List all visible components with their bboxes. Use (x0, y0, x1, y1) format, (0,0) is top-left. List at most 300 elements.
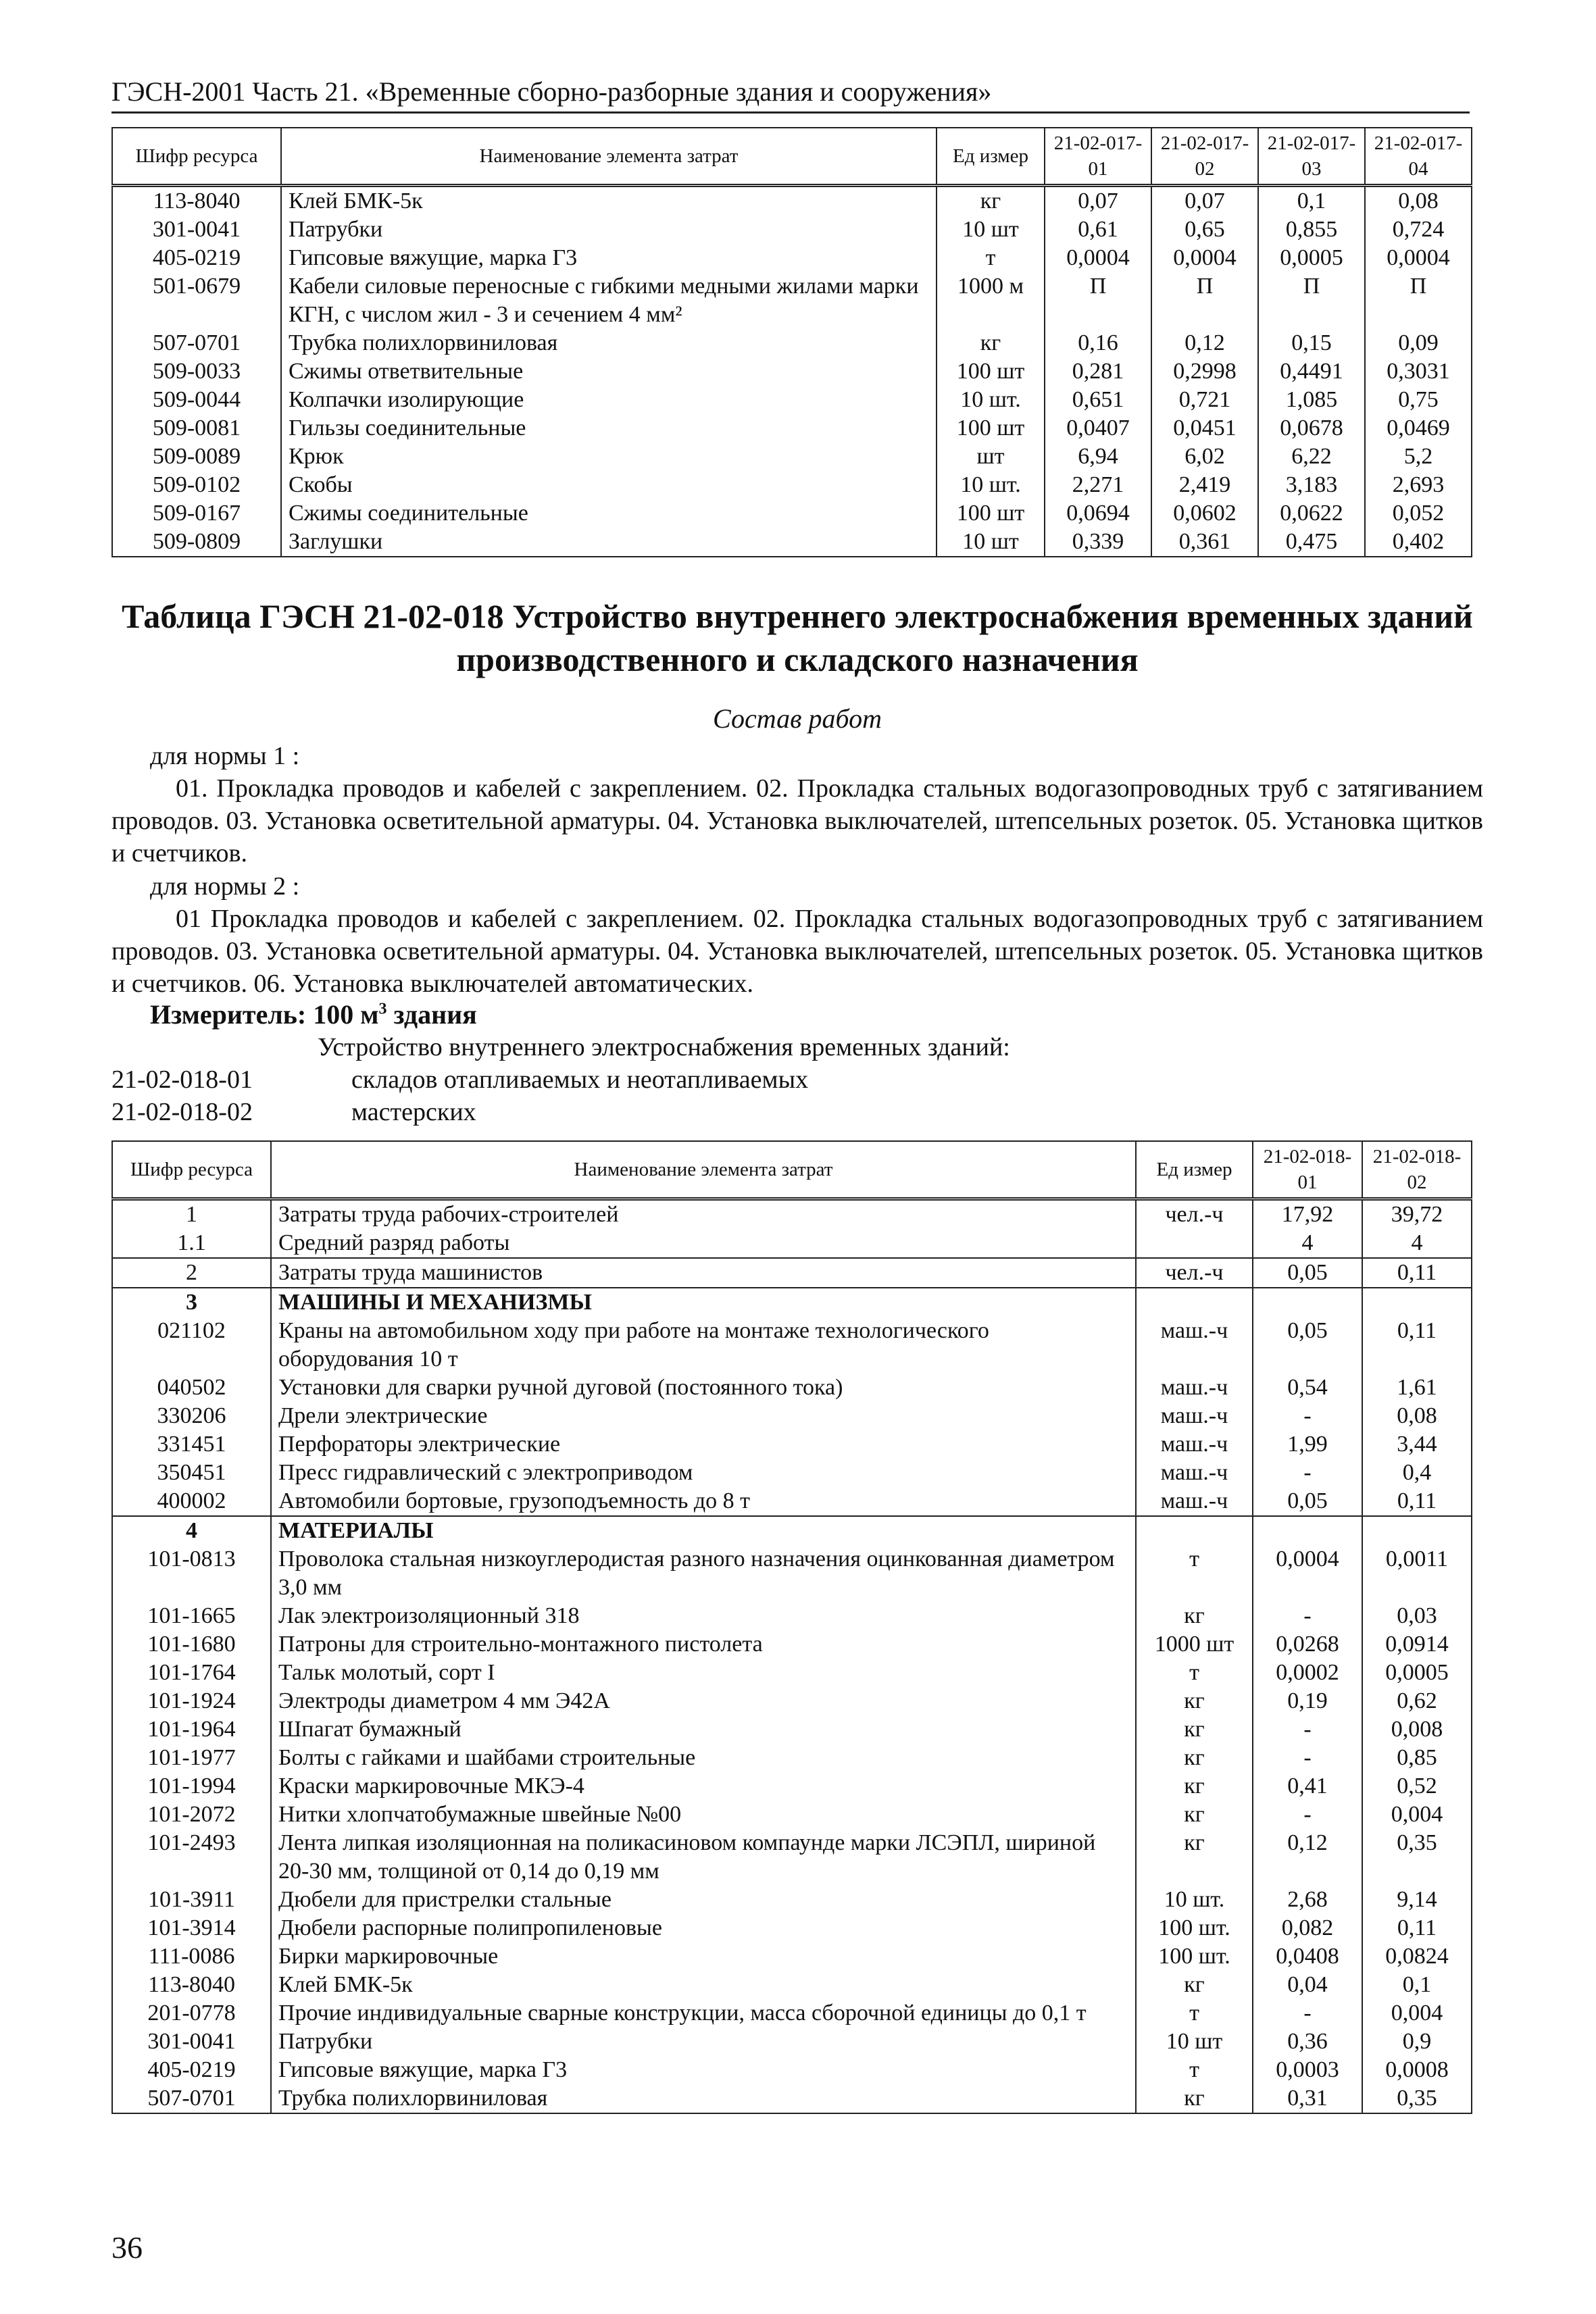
col-header-unit: Ед измер (1136, 1141, 1253, 1199)
table-row (112, 1288, 1472, 1317)
resource-unit: шт (937, 443, 1045, 471)
resource-name: Гипсовые вяжущие, марка Г3 (281, 244, 937, 272)
resource-value: 0,07 (1045, 186, 1151, 216)
resource-unit: т (1136, 1999, 1253, 2028)
measure-label: Измеритель: (150, 999, 307, 1030)
resource-value: - (1253, 1459, 1362, 1487)
resource-value: 0,008 (1362, 1715, 1472, 1744)
resource-value: 0,651 (1045, 386, 1151, 414)
resource-name: Болты с гайками и шайбами строительные (271, 1744, 1136, 1772)
resource-code: 405-0219 (112, 244, 281, 272)
resource-value: П (1151, 272, 1258, 329)
resource-value: 6,22 (1258, 443, 1365, 471)
resource-value: 0,1 (1258, 186, 1365, 216)
resource-value: 0,11 (1362, 1258, 1472, 1288)
resource-name: Прочие индивидуальные сварные конструкции, масса сборочной единицы до 0,1 т (271, 1999, 1136, 2028)
resource-name: МАТЕРИАЛЫ (271, 1516, 1136, 1545)
col-header-code: Шифр ресурса (112, 1141, 271, 1199)
resource-code: 509-0809 (112, 528, 281, 557)
table-row (112, 1317, 1472, 1374)
resource-value: 2,419 (1151, 471, 1258, 499)
resource-unit: 10 шт (1136, 2028, 1253, 2056)
norm2-text: 01 Прокладка проводов и кабелей с закреплением. 02. Прокладка стальных водогазопроводных труб с затягиванием проводов. 03. Установка осветительной арматуры. 04. Установка выключателей, штепсельных розеток. 05. Установка щитков и счетчиков. 06. Установка выключателей автоматических. (111, 905, 1483, 998)
resource-code: 101-0813 (112, 1545, 271, 1602)
table-row (112, 329, 1472, 357)
col-header-norm: 21-02-018-02 (1362, 1141, 1472, 1199)
resource-name: Клей БМК-5к (281, 186, 937, 216)
table-row (112, 2056, 1472, 2084)
table-row (112, 443, 1472, 471)
table-row (112, 1545, 1472, 1602)
resource-value: 0,0008 (1362, 2056, 1472, 2084)
resource-value: П (1365, 272, 1472, 329)
resource-value: 9,14 (1362, 1886, 1472, 1914)
resource-unit: маш.-ч (1136, 1402, 1253, 1430)
resource-value: П (1045, 272, 1151, 329)
resource-unit: маш.-ч (1136, 1317, 1253, 1374)
resource-value: 0,11 (1362, 1487, 1472, 1516)
resource-value: - (1253, 1801, 1362, 1829)
resource-code: 113-8040 (112, 186, 281, 216)
resource-name: Дюбели для пристрелки стальные (271, 1886, 1136, 1914)
resource-name: Установки для сварки ручной дуговой (постоянного тока) (271, 1374, 1136, 1402)
resource-value: 0,16 (1045, 329, 1151, 357)
resource-name: Сжимы соединительные (281, 499, 937, 528)
table-row (112, 1999, 1472, 2028)
resource-value: 6,02 (1151, 443, 1258, 471)
table-row (112, 1744, 1472, 1772)
resource-code: 101-1924 (112, 1687, 271, 1715)
resource-code: 509-0102 (112, 471, 281, 499)
resource-code: 111-0086 (112, 1942, 271, 1971)
resource-value: 0,0011 (1362, 1545, 1472, 1602)
resource-unit: 10 шт. (1136, 1886, 1253, 1914)
table-row (112, 528, 1472, 557)
resource-value: 0,52 (1362, 1772, 1472, 1801)
resource-name: МАШИНЫ И МЕХАНИЗМЫ (271, 1288, 1136, 1317)
table-row (112, 1886, 1472, 1914)
resource-value: 0,05 (1253, 1258, 1362, 1288)
norm1-text: 01. Прокладка проводов и кабелей с закреплением. 02. Прокладка стальных водогазопроводных труб с затягиванием проводов. 03. Установка осветительной арматуры. 04. Установка выключателей, штепсельных розеток. 05. Установка щитков и счетчиков. (111, 774, 1483, 867)
resource-value: 0,0694 (1045, 499, 1151, 528)
resource-name: Крюк (281, 443, 937, 471)
col-header-norm: 21-02-017-02 (1151, 128, 1258, 186)
resource-unit: чел.-ч (1136, 1199, 1253, 1230)
resource-value: 0,65 (1151, 216, 1258, 244)
resource-value: 0,052 (1365, 499, 1472, 528)
resource-code: 101-2072 (112, 1801, 271, 1829)
resource-value: - (1253, 1402, 1362, 1430)
table-row (112, 2028, 1472, 2056)
resource-code: 1 (112, 1199, 271, 1230)
resource-value: 0,54 (1253, 1374, 1362, 1402)
resource-value (1253, 1516, 1362, 1545)
resource-value: - (1253, 1744, 1362, 1772)
resource-value: 0,0005 (1258, 244, 1365, 272)
resource-name: Патроны для строительно-монтажного пистолета (271, 1630, 1136, 1659)
resource-value: 0,9 (1362, 2028, 1472, 2056)
resource-value: 0,0407 (1045, 414, 1151, 443)
resource-value: 0,0002 (1253, 1659, 1362, 1687)
resource-value: 0,0004 (1045, 244, 1151, 272)
resource-name: Тальк молотый, сорт I (271, 1659, 1136, 1687)
norm-code: 21-02-018-02 (111, 1098, 253, 1126)
resource-code: 350451 (112, 1459, 271, 1487)
table-row (112, 186, 1472, 216)
resource-unit: т (1136, 1545, 1253, 1602)
resource-value: - (1253, 1715, 1362, 1744)
resource-value: 0,0408 (1253, 1942, 1362, 1971)
running-header: ГЭСН-2001 Часть 21. «Временные сборно-разборные здания и сооружения» (111, 76, 1470, 114)
resource-name: Патрубки (281, 216, 937, 244)
resource-name: Колпачки изолирующие (281, 386, 937, 414)
resource-value: 0,62 (1362, 1687, 1472, 1715)
resource-unit: маш.-ч (1136, 1430, 1253, 1459)
resource-unit: 10 шт (937, 528, 1045, 557)
resource-value: 6,94 (1045, 443, 1151, 471)
resource-name: Дюбели распорные полипропиленовые (271, 1914, 1136, 1942)
resource-code: 101-3911 (112, 1886, 271, 1914)
resource-code: 101-1665 (112, 1602, 271, 1630)
resource-name: Бирки маркировочные (271, 1942, 1136, 1971)
resource-unit: 1000 м (937, 272, 1045, 329)
resource-value: 0,0469 (1365, 414, 1472, 443)
table-row (112, 414, 1472, 443)
resource-unit (1136, 1288, 1253, 1317)
table-row (112, 1687, 1472, 1715)
resource-code: 330206 (112, 1402, 271, 1430)
resource-value: 0,475 (1258, 528, 1365, 557)
table-row (112, 1772, 1472, 1801)
resource-value: 0,0268 (1253, 1630, 1362, 1659)
resource-value: 0,03 (1362, 1602, 1472, 1630)
resource-value: 0,0003 (1253, 2056, 1362, 2084)
resource-name: Затраты труда машинистов (271, 1258, 1136, 1288)
resource-value: 0,3031 (1365, 357, 1472, 386)
table-row (112, 1715, 1472, 1744)
resource-code: 3 (112, 1288, 271, 1317)
resource-unit: кг (937, 329, 1045, 357)
resource-value: 0,08 (1365, 186, 1472, 216)
composition-heading: Состав работ (713, 703, 882, 734)
resource-name: Средний разряд работы (271, 1229, 1136, 1258)
resource-code: 405-0219 (112, 2056, 271, 2084)
resource-unit: кг (1136, 1801, 1253, 1829)
resource-value: 0,15 (1258, 329, 1365, 357)
resource-code: 113-8040 (112, 1971, 271, 1999)
resource-unit: маш.-ч (1136, 1487, 1253, 1516)
resource-value: 17,92 (1253, 1199, 1362, 1230)
table-row (112, 272, 1472, 329)
resource-value (1362, 1288, 1472, 1317)
resource-name: Шпагат бумажный (271, 1715, 1136, 1744)
resource-name: Скобы (281, 471, 937, 499)
resource-value: 5,2 (1365, 443, 1472, 471)
norm1-label: для нормы 1 : (150, 742, 300, 770)
resource-code: 021102 (112, 1317, 271, 1374)
table-row (112, 1801, 1472, 1829)
resource-value: 0,0451 (1151, 414, 1258, 443)
resource-value: 0,19 (1253, 1687, 1362, 1715)
resource-name: Пресс гидравлический с электроприводом (271, 1459, 1136, 1487)
resource-value: 39,72 (1362, 1199, 1472, 1230)
measure-value: 100 $м^3$ (313, 999, 387, 1030)
resource-code: 509-0089 (112, 443, 281, 471)
resource-code: 331451 (112, 1430, 271, 1459)
resource-value: 0,281 (1045, 357, 1151, 386)
resource-value: 0,0602 (1151, 499, 1258, 528)
resource-name: Сжимы ответвительные (281, 357, 937, 386)
resource-value: 4 (1253, 1229, 1362, 1258)
resource-unit: 100 шт (937, 414, 1045, 443)
table-row (112, 1914, 1472, 1942)
resource-name: Лента липкая изоляционная на поликасиновом компаунде марки ЛСЭПЛ, шириной 20-30 мм, толщиной от 0,14 до 0,19 мм (271, 1829, 1136, 1886)
resource-value: 0,0678 (1258, 414, 1365, 443)
resource-name: Затраты труда рабочих-строителей (271, 1199, 1136, 1230)
resource-name: Клей БМК-5к (271, 1971, 1136, 1999)
resource-code: 040502 (112, 1374, 271, 1402)
resource-value: 0,2998 (1151, 357, 1258, 386)
resource-name: Трубка полихлорвиниловая (281, 329, 937, 357)
col-header-norm: 21-02-017-04 (1365, 128, 1472, 186)
resource-value (1362, 1516, 1472, 1545)
resource-value: 0,339 (1045, 528, 1151, 557)
resource-name: Нитки хлопчатобумажные швейные №00 (271, 1801, 1136, 1829)
resource-unit: кг (1136, 1687, 1253, 1715)
resource-name: Кабели силовые переносные с гибкими медными жилами марки КГН, с числом жил - 3 и сечением 4 мм² (281, 272, 937, 329)
resource-unit: т (937, 244, 1045, 272)
resource-unit (1136, 1229, 1253, 1258)
resource-code: 509-0167 (112, 499, 281, 528)
resource-unit: т (1136, 1659, 1253, 1687)
table-row (112, 1487, 1472, 1516)
resource-name: Краны на автомобильном ходу при работе на монтаже технологического оборудования 10 т (271, 1317, 1136, 1374)
resource-unit: т (1136, 2056, 1253, 2084)
resource-name: Краски маркировочные МКЭ-4 (271, 1772, 1136, 1801)
resource-value: 0,35 (1362, 2084, 1472, 2113)
resource-code: 507-0701 (112, 329, 281, 357)
resource-name: Перфораторы электрические (271, 1430, 1136, 1459)
resource-value: 0,85 (1362, 1744, 1472, 1772)
table-row (112, 216, 1472, 244)
resource-value: 0,4491 (1258, 357, 1365, 386)
resource-value: 0,402 (1365, 528, 1472, 557)
resource-value: 0,1 (1362, 1971, 1472, 1999)
norm2-label: для нормы 2 : (150, 872, 300, 901)
resource-value: 0,04 (1253, 1971, 1362, 1999)
resource-unit: маш.-ч (1136, 1459, 1253, 1487)
resource-unit: 100 шт. (1136, 1914, 1253, 1942)
page-number: 36 (111, 2230, 143, 2265)
col-header-name: Наименование элемента затрат (281, 128, 937, 186)
resource-value: - (1253, 1602, 1362, 1630)
resource-unit: кг (1136, 2084, 1253, 2113)
resource-value: 0,75 (1365, 386, 1472, 414)
resource-name: Дрели электрические (271, 1402, 1136, 1430)
resource-value: 0,0824 (1362, 1942, 1472, 1971)
resource-value: 3,183 (1258, 471, 1365, 499)
col-header-unit: Ед измер (937, 128, 1045, 186)
resource-name: Трубка полихлорвиниловая (271, 2084, 1136, 2113)
table-row (112, 1942, 1472, 1971)
resource-unit: 100 шт. (1136, 1942, 1253, 1971)
resource-value (1253, 1288, 1362, 1317)
resource-table-018 (111, 1140, 1472, 2114)
resource-value: 1,99 (1253, 1430, 1362, 1459)
col-header-norm: 21-02-017-01 (1045, 128, 1151, 186)
table-row (112, 1516, 1472, 1545)
col-header-norm: 21-02-017-03 (1258, 128, 1365, 186)
resource-unit: 1000 шт (1136, 1630, 1253, 1659)
table-row (112, 1971, 1472, 1999)
resource-value: 0,05 (1253, 1317, 1362, 1374)
resource-value: П (1258, 272, 1365, 329)
resource-unit (1136, 1516, 1253, 1545)
resource-name: Электроды диаметром 4 мм Э42А (271, 1687, 1136, 1715)
resource-unit: кг (1136, 1602, 1253, 1630)
resource-table-017 (111, 127, 1472, 557)
resource-code: 501-0679 (112, 272, 281, 329)
resource-code: 101-1964 (112, 1715, 271, 1744)
resource-code: 101-2493 (112, 1829, 271, 1886)
resource-code: 2 (112, 1258, 271, 1288)
resource-code: 101-1977 (112, 1744, 271, 1772)
table-row (112, 1402, 1472, 1430)
resource-value: 0,724 (1365, 216, 1472, 244)
resource-value: 3,44 (1362, 1430, 1472, 1459)
table-row (112, 1659, 1472, 1687)
resource-unit: кг (1136, 1744, 1253, 1772)
resource-unit: 10 шт. (937, 386, 1045, 414)
resource-value: 2,68 (1253, 1886, 1362, 1914)
col-header-norm: 21-02-018-01 (1253, 1141, 1362, 1199)
resource-value: 0,0004 (1253, 1545, 1362, 1602)
table-row (112, 471, 1472, 499)
resource-unit: кг (1136, 1772, 1253, 1801)
resource-value: 0,004 (1362, 1999, 1472, 2028)
resource-code: 101-1680 (112, 1630, 271, 1659)
measure-line (150, 999, 477, 1030)
norm-description: складов отапливаемых и неотапливаемых (351, 1065, 809, 1094)
resource-code: 101-1764 (112, 1659, 271, 1687)
resource-value: 1,61 (1362, 1374, 1472, 1402)
resource-value: 0,11 (1362, 1914, 1472, 1942)
resource-value: 0,07 (1151, 186, 1258, 216)
resource-value: 0,0914 (1362, 1630, 1472, 1659)
resource-unit: кг (1136, 1715, 1253, 1744)
table-row (112, 499, 1472, 528)
title-line: производственного и складского назначения (456, 640, 1139, 678)
resource-code: 1.1 (112, 1229, 271, 1258)
resource-value: 0,0004 (1365, 244, 1472, 272)
resource-unit: 10 шт. (937, 471, 1045, 499)
resource-value: 0,31 (1253, 2084, 1362, 2113)
resource-name: Заглушки (281, 528, 937, 557)
resource-value: 0,004 (1362, 1801, 1472, 1829)
resource-value: 0,4 (1362, 1459, 1472, 1487)
measure-suffix: здания (393, 999, 477, 1030)
table-row (112, 1430, 1472, 1459)
resource-name: Проволока стальная низкоуглеродистая разного назначения оцинкованная диаметром 3,0 мм (271, 1545, 1136, 1602)
resource-value: 1,085 (1258, 386, 1365, 414)
resource-code: 4 (112, 1516, 271, 1545)
table-row (112, 244, 1472, 272)
table-row (112, 1229, 1472, 1258)
resource-value: 0,0622 (1258, 499, 1365, 528)
table-row (112, 1602, 1472, 1630)
resource-code: 509-0044 (112, 386, 281, 414)
resource-value: - (1253, 1999, 1362, 2028)
resource-value: 4 (1362, 1229, 1472, 1258)
resource-unit: 100 шт (937, 499, 1045, 528)
resource-value: 0,35 (1362, 1829, 1472, 1886)
resource-code: 301-0041 (112, 216, 281, 244)
resource-value: 0,082 (1253, 1914, 1362, 1942)
resource-value: 0,05 (1253, 1487, 1362, 1516)
table-row (112, 1459, 1472, 1487)
resource-value: 0,0004 (1151, 244, 1258, 272)
resource-value: 0,36 (1253, 2028, 1362, 2056)
resource-name: Патрубки (271, 2028, 1136, 2056)
table-row (112, 386, 1472, 414)
resource-code: 507-0701 (112, 2084, 271, 2113)
resource-name: Лак электроизоляционный 318 (271, 1602, 1136, 1630)
resource-value: 0,41 (1253, 1772, 1362, 1801)
title-line: Таблица ГЭСН 21-02-018 Устройство внутреннего электроснабжения временных зданий (122, 597, 1473, 635)
col-header-name: Наименование элемента затрат (271, 1141, 1136, 1199)
table-row (112, 1630, 1472, 1659)
table-row (112, 1829, 1472, 1886)
resource-name: Автомобили бортовые, грузоподъемность до 8 т (271, 1487, 1136, 1516)
table-row (112, 1374, 1472, 1402)
device-intro: Устройство внутреннего электроснабжения временных зданий: (318, 1033, 1010, 1061)
resource-unit: маш.-ч (1136, 1374, 1253, 1402)
table-row (112, 2084, 1472, 2113)
resource-value: 0,11 (1362, 1317, 1472, 1374)
resource-unit: кг (1136, 1829, 1253, 1886)
resource-code: 101-3914 (112, 1914, 271, 1942)
resource-code: 509-0033 (112, 357, 281, 386)
resource-code: 400002 (112, 1487, 271, 1516)
table-row (112, 357, 1472, 386)
resource-unit: 10 шт (937, 216, 1045, 244)
resource-value: 0,12 (1253, 1829, 1362, 1886)
resource-value: 0,0005 (1362, 1659, 1472, 1687)
resource-unit: кг (1136, 1971, 1253, 1999)
resource-value: 0,61 (1045, 216, 1151, 244)
resource-value: 0,12 (1151, 329, 1258, 357)
norm-description: мастерских (351, 1098, 476, 1126)
table-row (112, 1258, 1472, 1288)
resource-code: 201-0778 (112, 1999, 271, 2028)
resource-value: 2,271 (1045, 471, 1151, 499)
resource-value: 0,855 (1258, 216, 1365, 244)
resource-value: 0,361 (1151, 528, 1258, 557)
resource-code: 101-1994 (112, 1772, 271, 1801)
resource-code: 509-0081 (112, 414, 281, 443)
table-title (111, 595, 1483, 681)
resource-unit: 100 шт (937, 357, 1045, 386)
col-header-code: Шифр ресурса (112, 128, 281, 186)
norm-code: 21-02-018-01 (111, 1065, 253, 1094)
resource-code: 301-0041 (112, 2028, 271, 2056)
resource-name: Гипсовые вяжущие, марка Г3 (271, 2056, 1136, 2084)
table-row (112, 1199, 1472, 1230)
resource-unit: чел.-ч (1136, 1258, 1253, 1288)
resource-value: 0,09 (1365, 329, 1472, 357)
resource-unit: кг (937, 186, 1045, 216)
resource-value: 2,693 (1365, 471, 1472, 499)
